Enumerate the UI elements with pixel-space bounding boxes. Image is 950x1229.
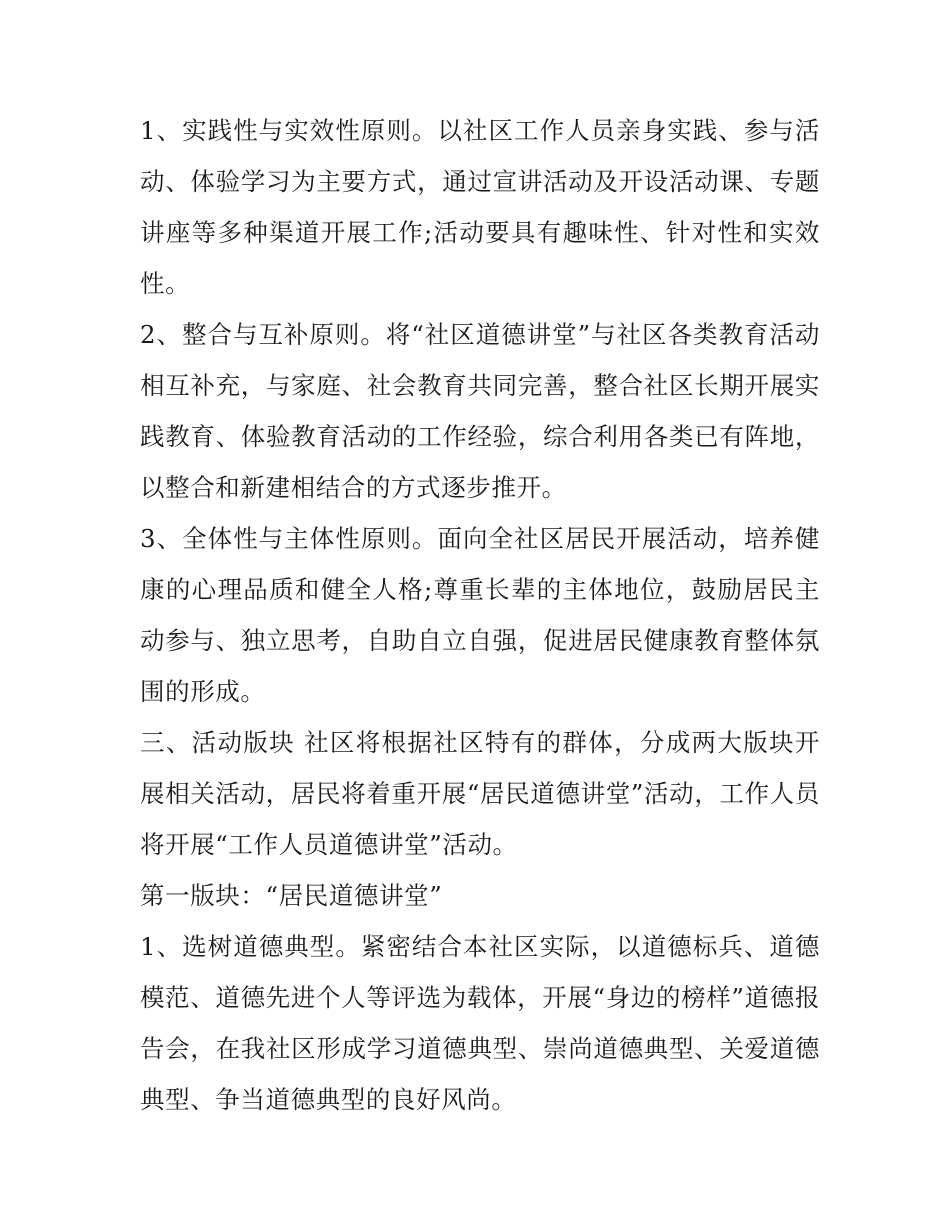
paragraph-principle-practice: 1、实践性与实效性原则。以社区工作人员亲身实践、参与活动、体验学习为主要方式，通过宣讲活动及开设活动课、专题讲座等多种渠道开展工作;活动要具有趣味性、针对性和实效性。 (140, 116, 820, 298)
document-body (140, 105, 820, 1125)
paragraph-select-moral-models: 1、选树道德典型。紧密结合本社区实际，以道德标兵、道德模范、道德先进个人等评选为载体，开展“身边的榜样”道德报告会，在我社区形成学习道德典型、崇尚道德典型、关爱道德典型、争当道德典型的良好风尚。 (140, 932, 820, 1114)
paragraph-activity-sections: 三、活动版块 社区将根据社区特有的群体，分成两大版块开展相关活动，居民将着重开展“居民道德讲堂”活动，工作人员将开展“工作人员道德讲堂”活动。 (140, 728, 820, 859)
paragraph-principle-integration: 2、整合与互补原则。将“社区道德讲堂”与社区各类教育活动相互补充，与家庭、社会教育共同完善，整合社区长期开展实践教育、体验教育活动的工作经验，综合利用各类已有阵地，以整合和新建相结合的方式逐步推开。 (140, 320, 820, 502)
paragraph-principle-subjectivity: 3、全体性与主体性原则。面向全社区居民开展活动，培养健康的心理品质和健全人格;尊重长辈的主体地位，鼓励居民主动参与、独立思考，自助自立自强，促进居民健康教育整体氛围的形成。 (140, 524, 820, 706)
section-heading-first-block: 第一版块：“居民道德讲堂” (140, 881, 443, 910)
